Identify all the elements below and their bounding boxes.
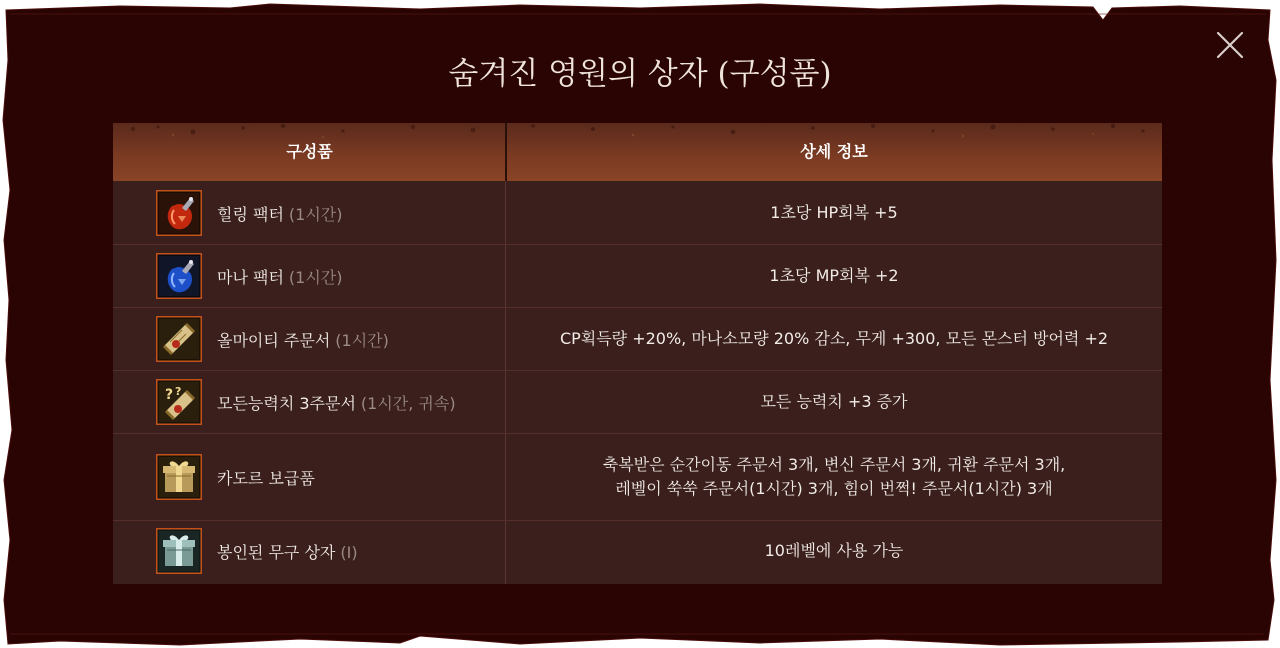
detail-line: 축복받은 순간이동 주문서 3개, 변신 주문서 3개, 귀환 주문서 3개, — [602, 455, 1066, 474]
item-name-text: 올마이티 주문서 — [217, 331, 331, 350]
item-name — [217, 391, 456, 414]
close-icon — [1212, 27, 1248, 63]
item-note: (1시간) — [288, 268, 343, 287]
close-button[interactable] — [1212, 27, 1248, 63]
red-potion-icon — [156, 190, 202, 236]
table-row — [113, 371, 1162, 434]
table-row — [113, 521, 1162, 584]
item-detail — [506, 390, 1162, 414]
item-name-text: 힐링 팩터 — [217, 205, 284, 224]
blue-potion-icon — [156, 253, 202, 299]
svg-text:?: ? — [175, 385, 182, 398]
header-detail: 상세 정보 — [800, 142, 868, 161]
detail-line: 레벨이 쑥쑥 주문서(1시간) 3개, 힘이 번쩍! 주문서(1시간) 3개 — [615, 479, 1053, 498]
components-table — [113, 123, 1162, 584]
item-detail — [506, 264, 1162, 288]
detail-line: CP획득량 +20%, 마나소모량 20% 감소, 무게 +300, 모든 몬스터 방어력 +2 — [559, 329, 1109, 348]
modal-title: 숨겨진 영원의 상자 (구성품) — [448, 56, 832, 92]
item-name — [217, 466, 315, 489]
header-component: 구성품 — [286, 142, 333, 161]
silver-gift-box-icon — [156, 528, 202, 574]
item-note: (1시간) — [288, 205, 343, 224]
item-name-text: 봉인된 무구 상자 — [217, 543, 336, 562]
item-detail — [506, 327, 1162, 351]
table-row — [113, 181, 1162, 245]
item-name — [217, 265, 343, 288]
table-row — [113, 245, 1162, 308]
item-name — [217, 540, 358, 563]
item-note: (1시간) — [335, 331, 389, 350]
gold-gift-box-icon — [156, 454, 202, 500]
item-note: (Ⅰ) — [340, 543, 358, 562]
svg-text:?: ? — [165, 387, 174, 403]
table-row — [113, 434, 1162, 521]
detail-line: 모든 능력치 +3 증가 — [760, 392, 908, 411]
table-header — [113, 123, 1162, 181]
item-detail — [506, 453, 1162, 501]
scroll-icon — [156, 316, 202, 362]
detail-line: 1초당 HP회복 +5 — [770, 203, 898, 222]
item-name — [217, 202, 343, 225]
item-name-text: 카도르 보급품 — [217, 469, 315, 488]
item-note: (1시간, 귀속) — [360, 394, 456, 413]
question-scroll-icon — [156, 379, 202, 425]
item-name — [217, 328, 389, 351]
table-row — [113, 308, 1162, 371]
item-name-text: 모든능력치 3주문서 — [217, 394, 356, 413]
item-name-text: 마나 팩터 — [217, 268, 284, 287]
detail-line: 10레벨에 사용 가능 — [764, 541, 904, 560]
item-detail — [506, 539, 1162, 563]
item-detail — [506, 201, 1162, 225]
detail-line: 1초당 MP회복 +2 — [769, 266, 899, 285]
